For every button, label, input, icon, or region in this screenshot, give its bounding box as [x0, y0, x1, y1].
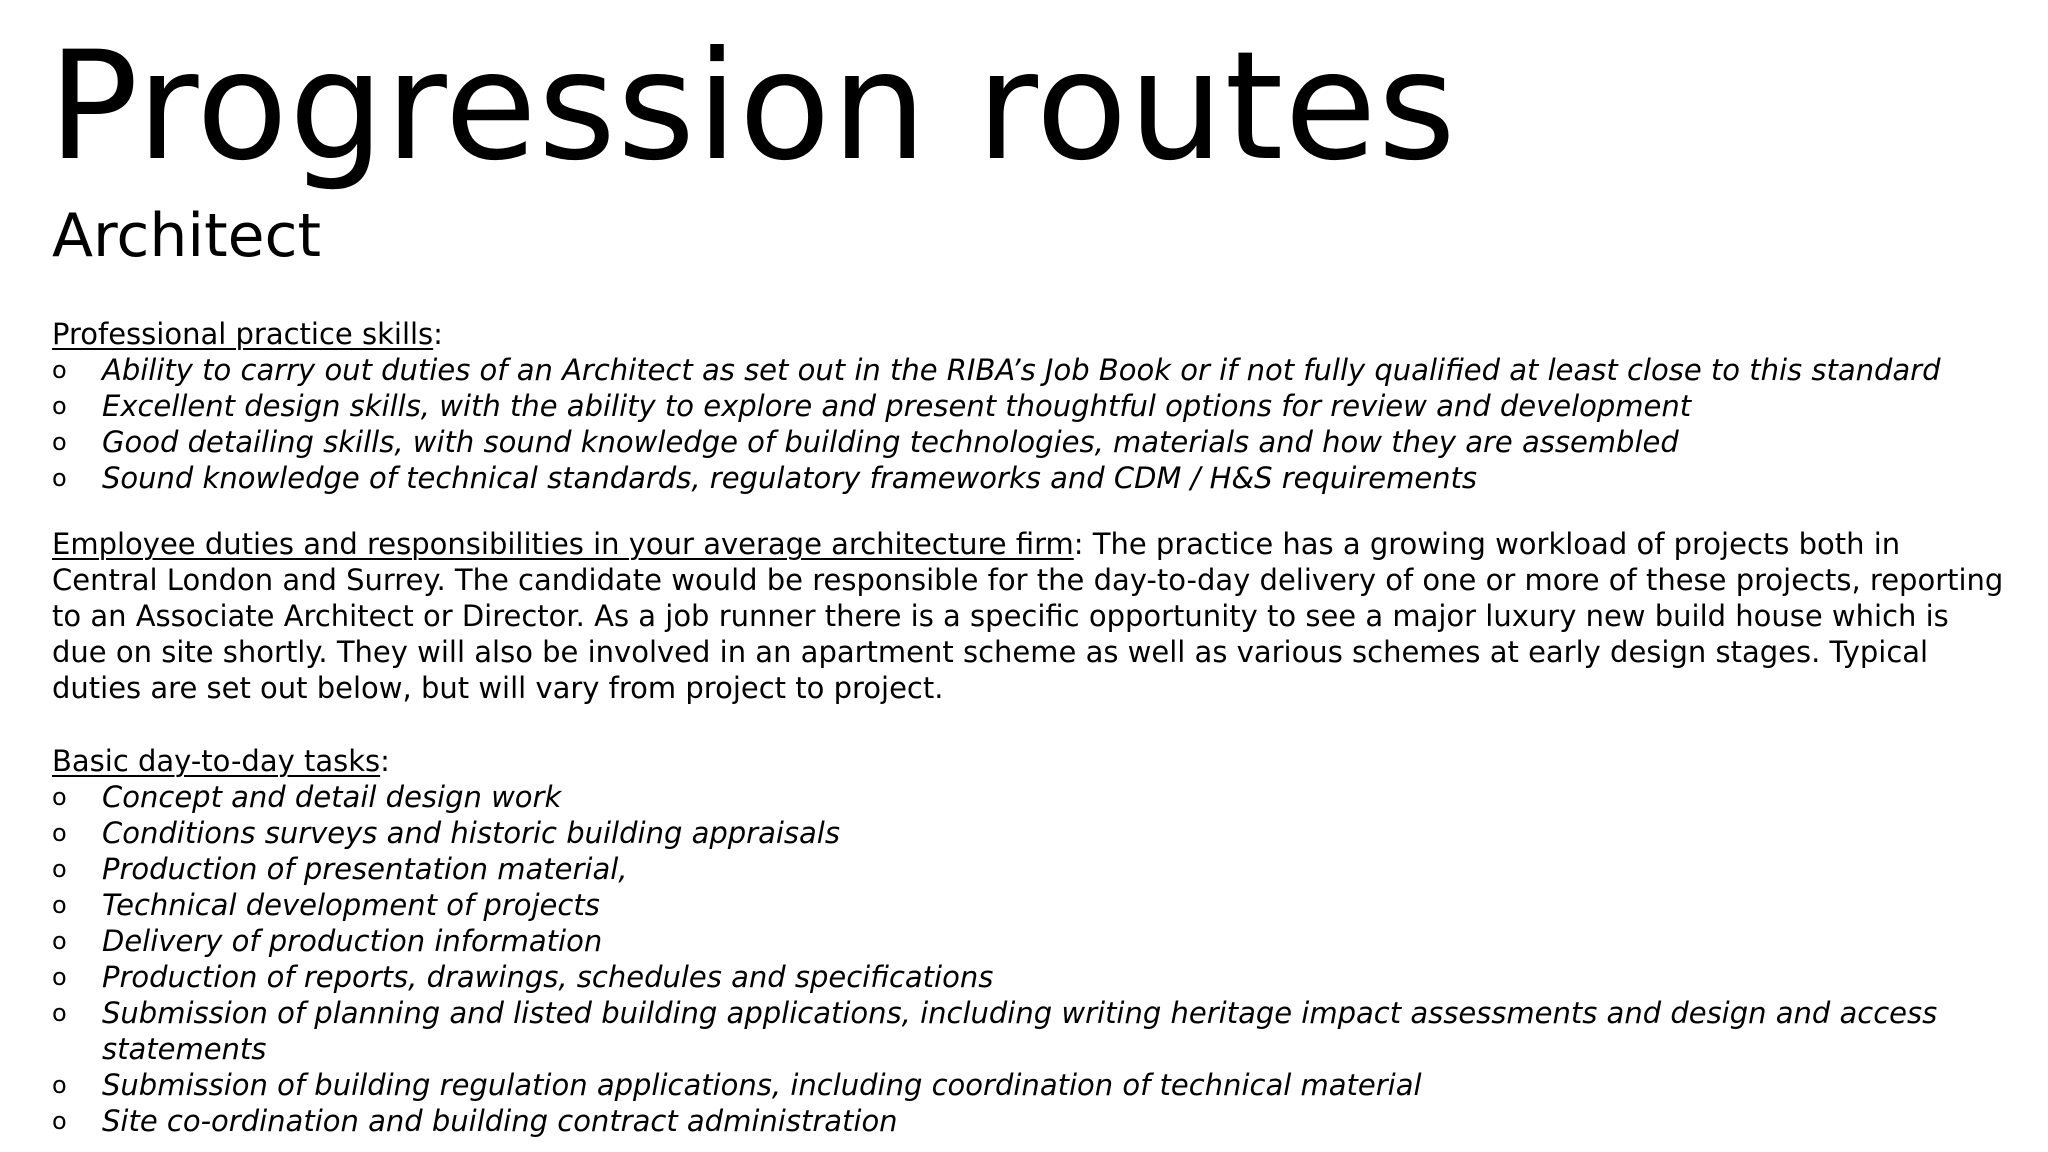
basic-tasks-heading-text: Basic day-to-day tasks: [52, 744, 381, 778]
page-title: Progression routes: [48, 20, 1457, 194]
bullet-icon: o: [52, 927, 67, 955]
list-item-text: Technical development of projects: [102, 888, 600, 922]
heading-colon: :: [433, 317, 443, 351]
bullet-icon: o: [52, 1107, 67, 1135]
list-item-text: Submission of planning and listed building applications, including writing heritage impact assessments and design and access statements: [102, 996, 1938, 1066]
list-item: [52, 460, 2012, 496]
list-item-text: Production of reports, drawings, schedules and specifications: [102, 960, 994, 994]
professional-skills-heading-text: Professional practice skills: [52, 317, 434, 351]
employee-duties-paragraph: [52, 526, 2012, 706]
list-item: [52, 424, 2012, 460]
heading-colon: :: [380, 744, 390, 778]
list-item: [52, 352, 2012, 388]
bullet-icon: o: [52, 819, 67, 847]
list-item-text: Good detailing skills, with sound knowledge of building technologies, materials and how they are assembled: [102, 425, 1679, 459]
list-item: [52, 923, 2012, 959]
list-item: [52, 959, 2012, 995]
list-item: [52, 887, 2012, 923]
employee-duties-text: : The practice has a growing workload of projects both in Central London and Surrey. The candidate would be responsible for the day-to-day delivery of one or more of these projects, reporting to an Associate Architect or Director. As a job runner there is a specific opportunity to see a major luxury new build house which is due on site shortly. They will also be involved in an apartment scheme as well as various schemes at early design stages. Typical duties are set out below, but will vary from project to project.: [52, 527, 2004, 705]
bullet-icon: o: [52, 428, 67, 456]
list-item: [52, 851, 2012, 887]
list-item: [52, 815, 2012, 851]
bullet-icon: o: [52, 464, 67, 492]
employee-duties-heading: Employee duties and responsibilities in your average architecture firm: [52, 527, 1074, 561]
bullet-icon: o: [52, 1071, 67, 1099]
basic-tasks-section: [52, 743, 2012, 1139]
list-item: [52, 995, 2012, 1067]
basic-tasks-list: [52, 779, 2012, 1139]
professional-skills-heading: [52, 316, 2012, 352]
list-item: [52, 779, 2012, 815]
page-subtitle: Architect: [52, 201, 322, 271]
bullet-icon: o: [52, 963, 67, 991]
bullet-icon: o: [52, 891, 67, 919]
bullet-icon: o: [52, 392, 67, 420]
list-item-text: Ability to carry out duties of an Architect as set out in the RIBA’s Job Book or if not fully qualified at least close to this standard: [102, 353, 1941, 387]
professional-skills-list: [52, 352, 2012, 496]
list-item-text: Production of presentation material,: [102, 852, 628, 886]
employee-duties-section: [52, 526, 2012, 706]
basic-tasks-heading: [52, 743, 2012, 779]
list-item-text: Conditions surveys and historic building appraisals: [102, 816, 840, 850]
bullet-icon: o: [52, 783, 67, 811]
list-item-text: Delivery of production information: [102, 924, 603, 958]
list-item-text: Site co-ordination and building contract administration: [102, 1104, 898, 1138]
list-item-text: Concept and detail design work: [102, 780, 562, 814]
list-item: [52, 388, 2012, 424]
bullet-icon: o: [52, 999, 67, 1027]
list-item-text: Submission of building regulation applications, including coordination of technical material: [102, 1068, 1422, 1102]
list-item-text: Sound knowledge of technical standards, regulatory frameworks and CDM / H&S requirements: [102, 461, 1478, 495]
professional-skills-section: [52, 316, 2012, 496]
list-item: [52, 1103, 2012, 1139]
list-item-text: Excellent design skills, with the ability to explore and present thoughtful options for review and development: [102, 389, 1692, 423]
bullet-icon: o: [52, 855, 67, 883]
list-item: [52, 1067, 2012, 1103]
bullet-icon: o: [52, 356, 67, 384]
